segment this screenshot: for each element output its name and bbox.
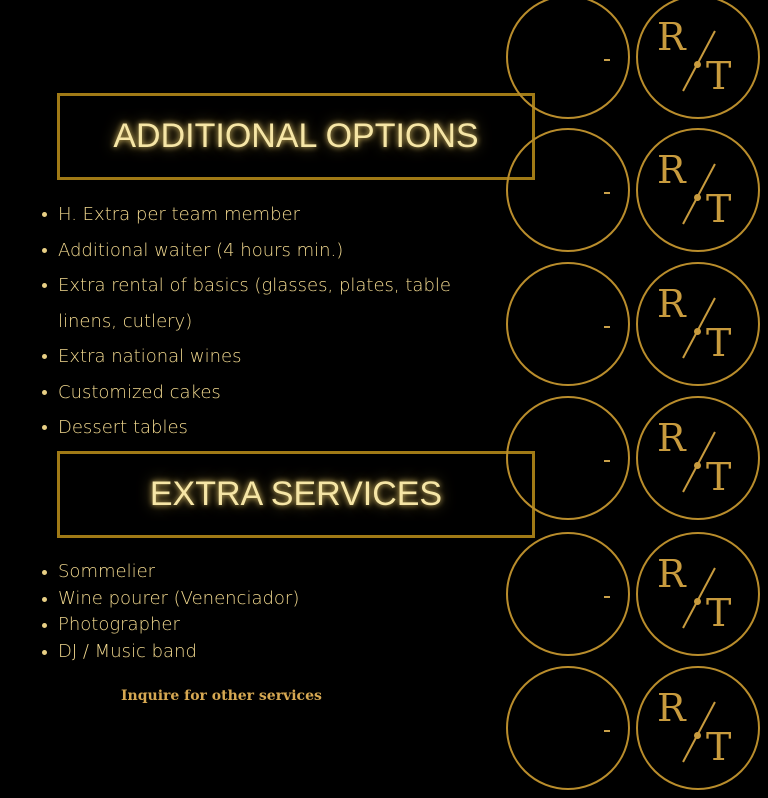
bullet-icon [42,212,47,217]
list-item [40,268,580,304]
logo-letter-r: R [657,15,686,59]
list-item [40,233,580,269]
list-item-text: DJ / Music band [58,640,197,662]
additional-options-box [57,93,535,180]
list-item [40,586,580,613]
logo-dot [694,598,701,605]
logo-letter-t: T [706,455,732,499]
list-item [40,375,580,411]
logo-dot [694,61,701,68]
bullet-icon [42,354,47,359]
list-item-text: Dessert tables [58,417,188,438]
logo-dot [694,328,701,335]
partial-logo-circle [506,0,630,119]
logo-dot [694,732,701,739]
list-item-text: linens, cutlery) [58,310,193,332]
rt-logo [636,262,760,386]
inquire-note: Inquire for other services [121,688,322,704]
partial-logo-circle [506,128,630,252]
list-item-text: Sommelier [58,561,156,582]
additional-options-title: ADDITIONAL OPTIONS [113,117,479,155]
rt-logo [636,666,760,790]
partial-logo-circle [506,396,630,520]
list-item-text: Wine pourer (Venenciador) [58,587,300,609]
list-item-text: H. Extra per team member [58,204,300,225]
list-item [40,410,580,446]
list-item [40,339,580,375]
partial-logo-circle [506,262,630,386]
bullet-icon [42,248,47,253]
list-item [40,559,580,586]
list-item-text: Customized cakes [58,381,221,403]
extra-services-title: EXTRA SERVICES [149,475,443,513]
bullet-icon [42,623,47,628]
extra-services-list [40,559,580,665]
bullet-icon [42,570,47,575]
list-item-text: Extra rental of basics (glasses, plates, table [58,275,451,296]
rt-logo [636,396,760,520]
logo-letter-t: T [706,591,732,635]
list-item-text: Additional waiter (4 hours min.) [58,239,344,261]
logo-letter-r: R [657,552,686,596]
logo-dot [694,194,701,201]
list-item-text: Extra national wines [58,346,242,367]
extra-services-box [57,451,535,538]
logo-letter-r: R [657,148,686,192]
rt-logo [636,532,760,656]
partial-logo-circle [506,666,630,790]
bullet-icon [42,597,47,602]
logo-letter-t: T [706,187,732,231]
logo-dot [694,462,701,469]
logo-letter-r: R [657,686,686,730]
partial-logo-circle [506,532,630,656]
list-item [40,639,580,666]
logo-column [596,0,768,798]
list-item-continuation [40,304,580,340]
logo-letter-t: T [706,725,732,769]
logo-letter-r: R [657,282,686,326]
additional-options-list [40,197,580,446]
list-item-text: Photographer [58,614,180,635]
list-item [40,197,580,233]
bullet-icon [42,650,47,655]
list-item [40,612,580,639]
bullet-icon [42,390,47,395]
bullet-icon [42,425,47,430]
logo-letter-t: T [706,321,732,365]
rt-logo [636,128,760,252]
logo-letter-t: T [706,54,732,98]
bullet-icon [42,283,47,288]
rt-logo [636,0,760,119]
logo-letter-r: R [657,416,686,460]
